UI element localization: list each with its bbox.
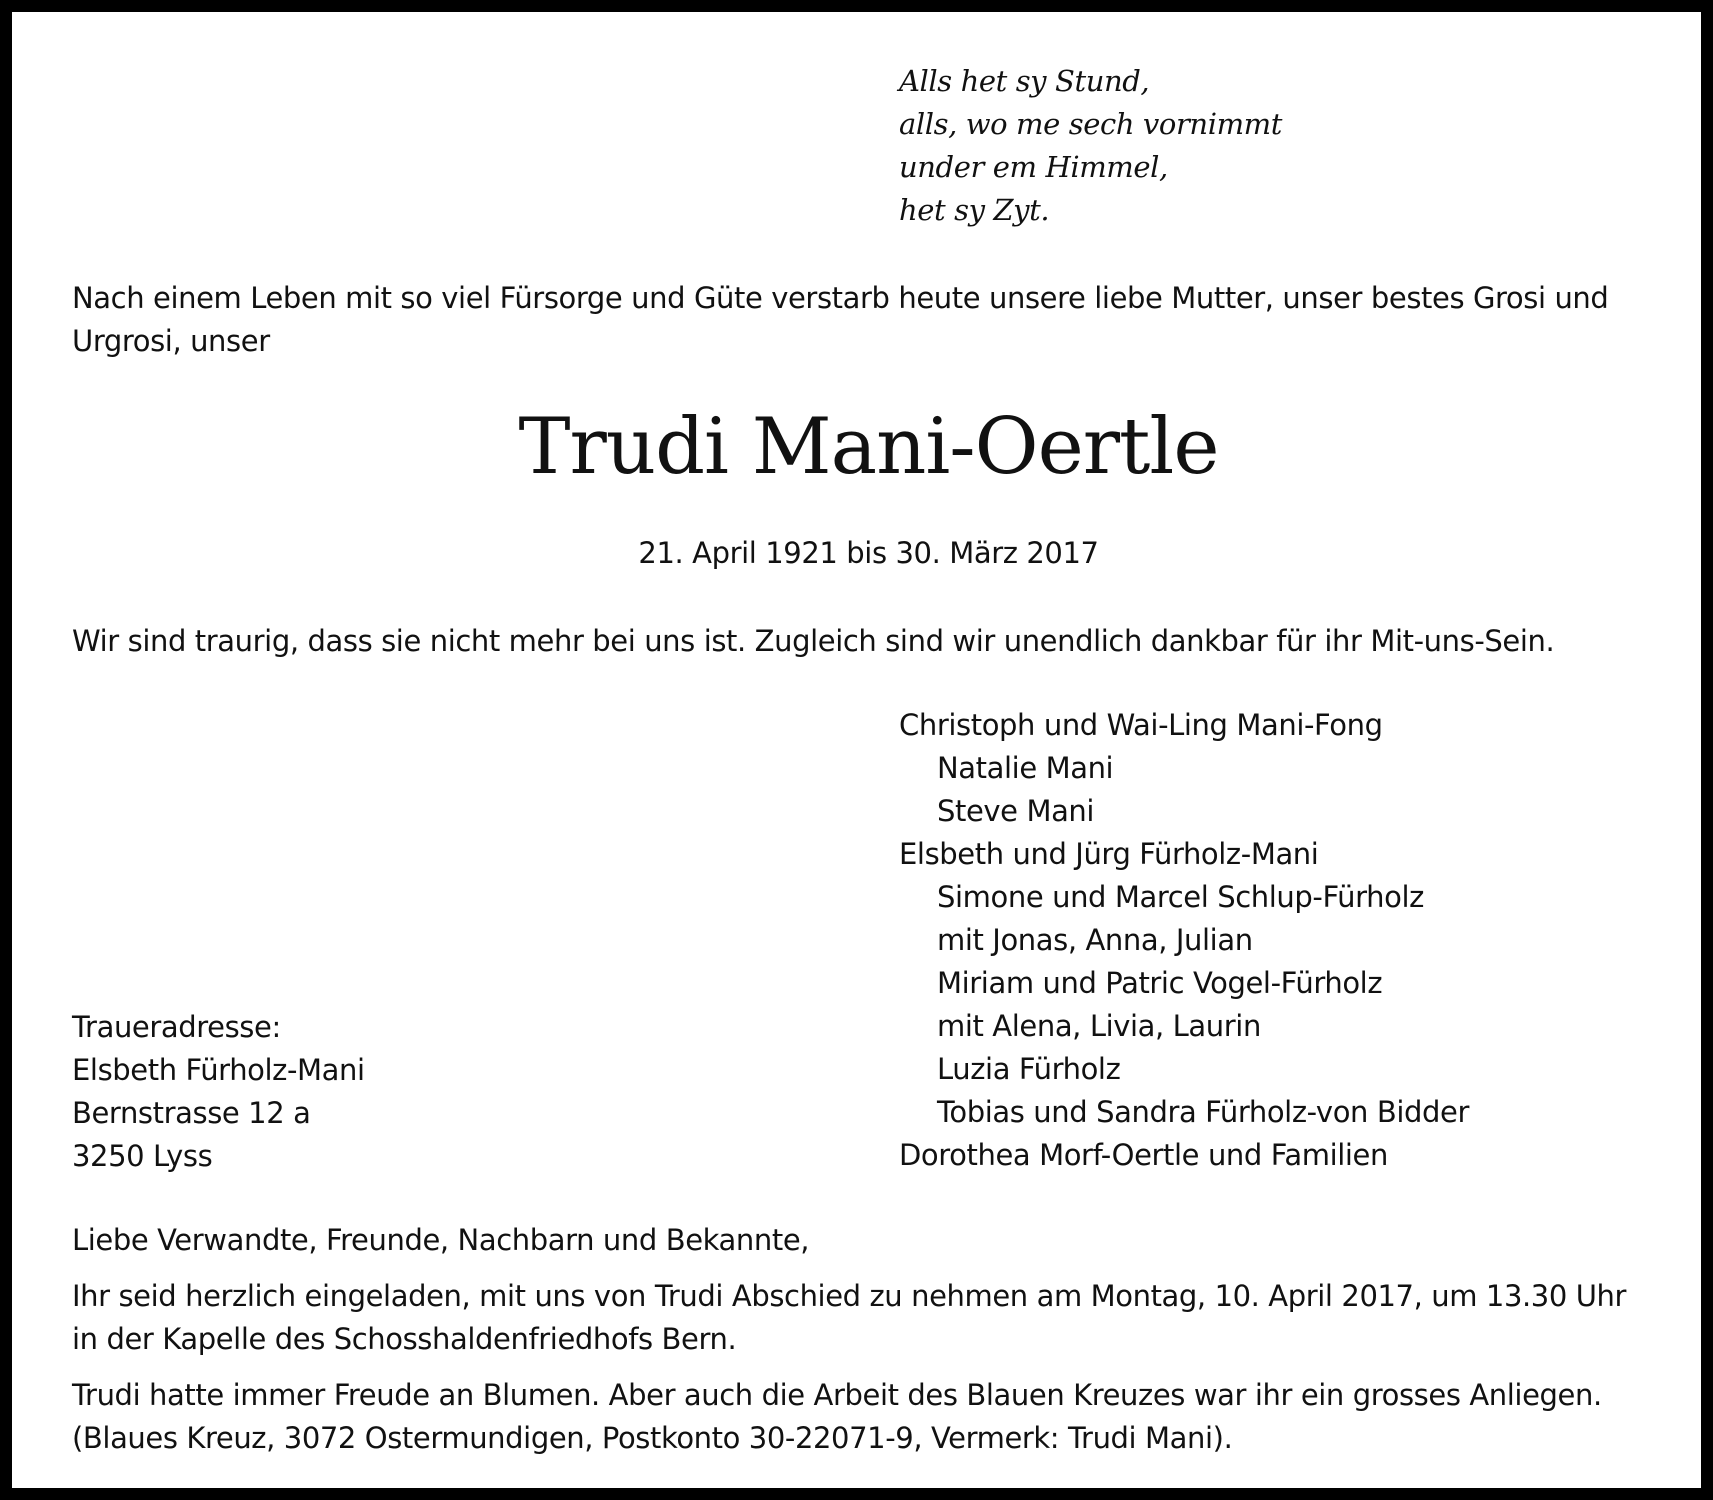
motto-line: het sy Zyt. — [899, 193, 1050, 227]
donation-note — [72, 1374, 1672, 1460]
address-heading: Traueradresse: — [72, 1010, 281, 1044]
family-member: Elsbeth und Jürg Fürholz-Mani — [899, 837, 1319, 871]
family-list — [899, 704, 1469, 1177]
motto-verse — [899, 60, 1282, 232]
deceased-name: Trudi Mani-Oertle — [518, 402, 1219, 492]
invitation-line: in der Kapelle des Schosshaldenfriedhofs Bern. — [72, 1322, 737, 1356]
family-member: mit Jonas, Anna, Julian — [937, 923, 1253, 957]
funeral-invitation — [72, 1275, 1672, 1361]
address-line: Elsbeth Fürholz-Mani — [72, 1053, 365, 1087]
family-member: Tobias und Sandra Fürholz-von Bidder — [937, 1095, 1469, 1129]
intro-line: Nach einem Leben mit so viel Fürsorge und Güte verstarb heute unsere liebe Mutter, unser bestes Grosi und — [72, 281, 1609, 315]
family-member: mit Alena, Livia, Laurin — [937, 1009, 1261, 1043]
intro-paragraph — [72, 277, 1672, 363]
intro-line: Urgrosi, unser — [72, 324, 270, 358]
family-member: Luzia Fürholz — [937, 1052, 1121, 1086]
greeting: Liebe Verwandte, Freunde, Nachbarn und Bekannte, — [72, 1223, 810, 1257]
family-member: Miriam und Patric Vogel-Fürholz — [937, 966, 1383, 1000]
family-member: Christoph und Wai-Ling Mani-Fong — [899, 708, 1383, 742]
motto-line: under em Himmel, — [899, 150, 1168, 184]
address-line: Bernstrasse 12 a — [72, 1096, 311, 1130]
donation-line: Trudi hatte immer Freude an Blumen. Aber auch die Arbeit des Blauen Kreuzes war ihr ein grosses Anliegen. — [72, 1378, 1602, 1412]
family-member: Dorothea Morf-Oertle und Familien — [899, 1138, 1388, 1172]
family-member: Steve Mani — [937, 794, 1095, 828]
motto-line: alls, wo me sech vornimmt — [899, 107, 1283, 141]
donation-line: (Blaues Kreuz, 3072 Ostermundigen, Postkonto 30-22071-9, Vermerk: Trudi Mani). — [72, 1421, 1233, 1455]
address-line: 3250 Lyss — [72, 1139, 213, 1173]
sadness-statement: Wir sind traurig, dass sie nicht mehr bei uns ist. Zugleich sind wir unendlich dankbar für ihr Mit-uns-Sein. — [72, 624, 1555, 658]
life-dates: 21. April 1921 bis 30. März 2017 — [638, 536, 1099, 570]
motto-line: Alls het sy Stund, — [899, 64, 1150, 98]
family-member: Simone und Marcel Schlup-Fürholz — [937, 880, 1424, 914]
mourning-address — [72, 1006, 365, 1178]
family-member: Natalie Mani — [937, 751, 1114, 785]
invitation-line: Ihr seid herzlich eingeladen, mit uns von Trudi Abschied zu nehmen am Montag, 10. April 2017, um 13.30 Uhr — [72, 1279, 1627, 1313]
